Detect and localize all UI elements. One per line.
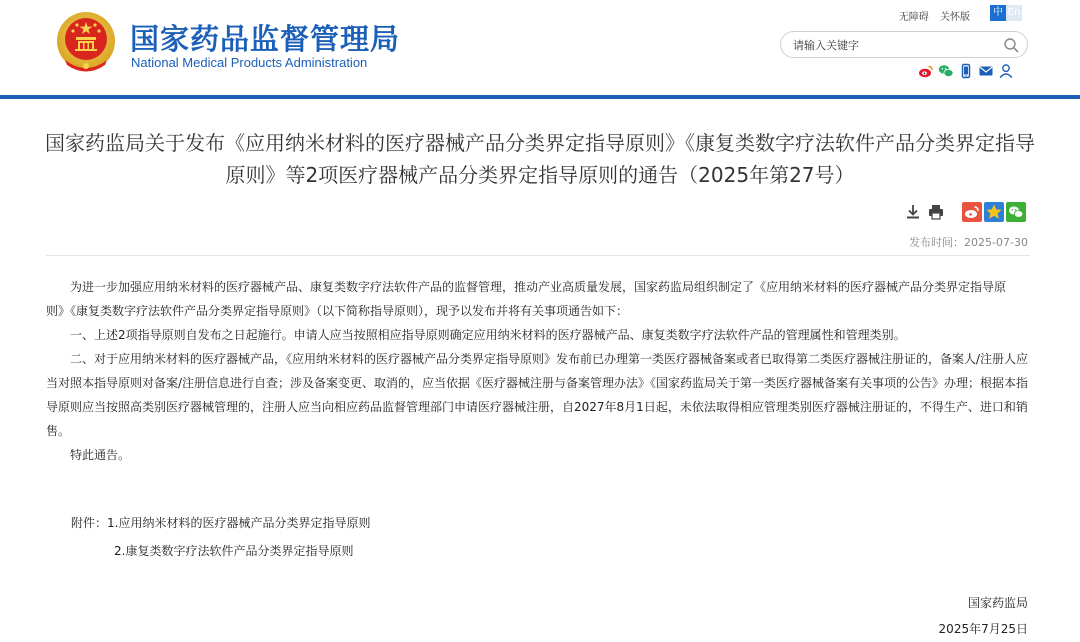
national-emblem-icon[interactable] xyxy=(55,10,117,74)
article-body xyxy=(46,275,1030,467)
site-title-en[interactable]: National Medical Products Administration xyxy=(131,55,368,70)
signature-org: 国家药监局 xyxy=(967,596,1028,610)
language-switch xyxy=(990,5,1022,21)
share-qzone-icon[interactable] xyxy=(984,202,1004,222)
user-icon[interactable] xyxy=(998,63,1014,79)
article-title: 国家药监局关于发布《应用纳米材料的医疗器械产品分类界定指导原则》《康复类数字疗法软件产品分类界定指导原则》等2项医疗器械产品分类界定指导原则的通告（2025年第27号） xyxy=(45,131,1035,187)
download-icon[interactable] xyxy=(904,203,922,221)
mail-icon[interactable] xyxy=(978,63,994,79)
share-weibo-icon[interactable] xyxy=(962,202,982,222)
body-paragraph: 二、对于应用纳米材料的医疗器械产品，《应用纳米材料的医疗器械产品分类界定指导原则》发布前已办理第一类医疗器械备案或者已取得第二类医疗器械注册证的，备案人/注册人应当对照本指导原则对备案/注册信息进行自查；涉及备案变更、取消的，应当依据《医疗器械注册与备案管理办法》《国家药监局关于第一类医疗器械备案有关事项的公告》办理；根据本指导原则应当按照高类别医疗器械管理的，注册人应当向相应药品监督管理部门申请医疗器械注册，自2027年8月1日起，未依法取得相应管理类别医疗器械注册证的，不得生产、进口和销售。 xyxy=(46,352,1029,438)
site-title-cn[interactable]: 国家药品监督管理局 xyxy=(130,22,401,56)
lang-zh-button[interactable]: 中 xyxy=(990,5,1006,21)
body-paragraph: 为进一步加强应用纳米材料的医疗器械产品、康复类数字疗法软件产品的监督管理，推动产业高质量发展，国家药监局组织制定了《应用纳米材料的医疗器械产品分类界定指导原则》《康复类数字疗法软件产品分类界定指导原则》（以下简称指导原则），现予以发布并将有关事项通告如下： xyxy=(46,280,1007,318)
signature-date: 2025年7月25日 xyxy=(938,622,1028,636)
search-box xyxy=(780,31,1028,58)
attachment-link-1[interactable]: 附件：1.应用纳米材料的医疗器械产品分类界定指导原则 xyxy=(71,516,371,530)
header-rule xyxy=(0,95,1080,99)
search-input[interactable] xyxy=(793,36,993,54)
mobile-icon[interactable] xyxy=(958,63,974,79)
site-header xyxy=(0,0,1080,96)
search-icon[interactable] xyxy=(1003,37,1019,53)
publish-time: 发布时间：2025-07-30 xyxy=(909,236,1028,249)
print-icon[interactable] xyxy=(927,203,945,221)
wechat-icon[interactable] xyxy=(938,63,954,79)
body-paragraph: 特此通告。 xyxy=(70,448,131,462)
content-divider xyxy=(46,255,1030,256)
body-paragraph: 一、上述2项指导原则自发布之日起施行。申请人应当按照相应指导原则确定应用纳米材料的医疗器械产品、康复类数字疗法软件产品的管理属性和管理类别。 xyxy=(70,328,906,342)
top-links xyxy=(891,8,970,23)
social-links xyxy=(918,63,1014,79)
attachments xyxy=(46,511,1030,563)
weibo-icon[interactable] xyxy=(918,63,934,79)
lang-en-button[interactable]: En xyxy=(1006,5,1022,21)
attachment-link-2[interactable]: 2.康复类数字疗法软件产品分类界定指导原则 xyxy=(114,544,354,558)
article-tools xyxy=(904,202,1028,222)
accessibility-link[interactable]: 无障碍 xyxy=(898,12,929,23)
care-edition-link[interactable]: 关怀版 xyxy=(940,12,970,23)
share-wechat-icon[interactable] xyxy=(1006,202,1026,222)
